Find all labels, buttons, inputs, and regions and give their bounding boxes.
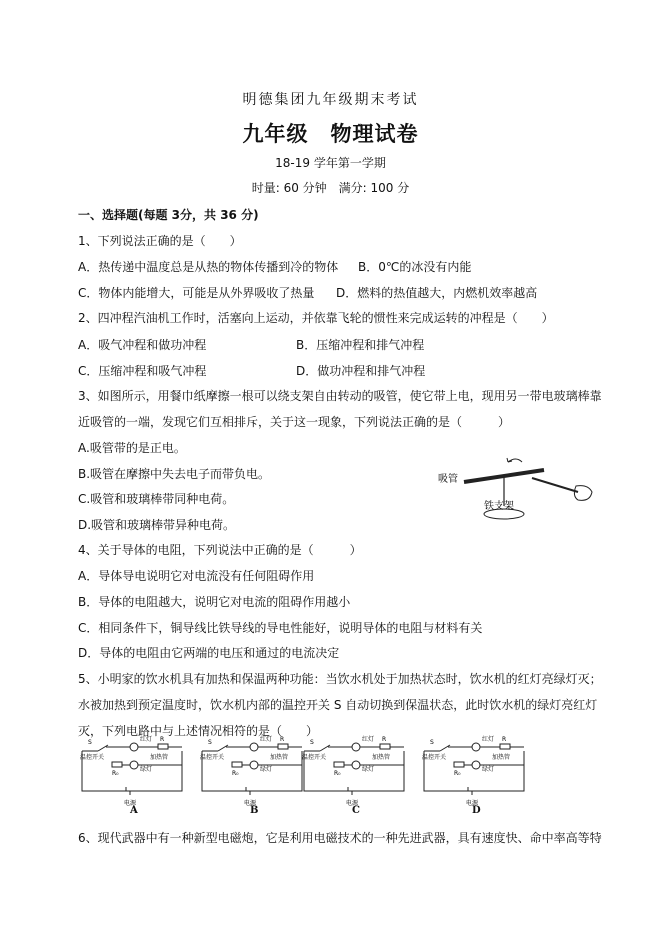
heater-label: 加热管 [372, 754, 391, 761]
resistor-r0-label: R₀ [454, 770, 461, 777]
switch-s-label: S [208, 739, 212, 746]
resistor-r-symbol [158, 744, 168, 749]
q3-option-d: D.吸管和玻璃棒带异种电荷。 [78, 518, 236, 532]
q3-option-a: A.吸管带的是正电。 [78, 441, 186, 455]
switch-label: 温控开关 [422, 754, 447, 761]
school-exam-name: 明德集团九年级期末考试 [242, 92, 419, 108]
q4-option-a: A．导体导电说明它对电流没有任何阻碍作用 [78, 569, 315, 583]
resistor-r-label: R [502, 736, 507, 743]
circuit-diagram-c [300, 731, 410, 811]
resistor-r0-label: R₀ [112, 770, 119, 777]
switch-blade [440, 745, 450, 751]
green-lamp-symbol [130, 761, 138, 769]
q1-option-a: A．热传递中温度总是从热的物体传播到冷的物体 [78, 260, 339, 274]
power-label: 电源 [346, 800, 359, 807]
switch-label: 温控开关 [80, 754, 105, 761]
hand-shape [574, 486, 592, 501]
switch-s-label: S [310, 739, 314, 746]
red-lamp-label: 红灯 [362, 736, 375, 743]
switch-blade [218, 745, 228, 751]
q1-stem: 1、下列说法正确的是（ ） [78, 234, 242, 248]
circuit-diagram-b [198, 731, 308, 811]
q5-stem-line3: 灭，下列电路中与上述情况相符的是（ ） [78, 724, 319, 738]
switch-label: 温控开关 [200, 754, 225, 761]
switch-label: 温控开关 [302, 754, 327, 761]
green-lamp-label: 绿灯 [362, 766, 375, 773]
circuit-letter-c: C [352, 805, 360, 816]
q3-option-c: C.吸管和玻璃棒带同种电荷。 [78, 492, 235, 506]
resistor-r-symbol [278, 744, 288, 749]
switch-s-label: S [430, 739, 434, 746]
circuit-diagram-a [78, 731, 188, 811]
switch-s-label: S [88, 739, 92, 746]
red-lamp-symbol [130, 743, 138, 751]
heater-label: 加热管 [270, 754, 289, 761]
red-lamp-symbol [472, 743, 480, 751]
heater-label: 加热管 [492, 754, 511, 761]
red-lamp-label: 红灯 [260, 736, 273, 743]
straw-label: 吸管 [438, 474, 458, 485]
q4-option-b: B．导体的电阻越大，说明它对电流的阻碍作用越小 [78, 595, 351, 609]
resistor-r0-symbol [112, 762, 122, 767]
resistor-r0-label: R₀ [232, 770, 239, 777]
q3-straw-figure [436, 452, 596, 532]
q2-option-b: B．压缩冲程和排气冲程 [296, 338, 425, 352]
circuit-diagram-d [420, 731, 530, 811]
green-lamp-symbol [250, 761, 258, 769]
resistor-r-label: R [280, 736, 285, 743]
glass-rod [532, 478, 578, 492]
q2-stem: 2、四冲程汽油机工作时，活塞向上运动，并依靠飞轮的惯性来完成运转的冲程是（ ） [78, 311, 554, 325]
red-lamp-symbol [352, 743, 360, 751]
q2-option-a: A．吸气冲程和做功冲程 [78, 338, 207, 352]
q1-option-b: B．0℃的冰没有内能 [358, 260, 472, 274]
resistor-r-label: R [382, 736, 387, 743]
q4-option-d: D．导体的电阻由它两端的电压和通过的电流决定 [78, 646, 340, 660]
q2-option-d: D．做功冲程和排气冲程 [296, 364, 426, 378]
resistor-r-symbol [380, 744, 390, 749]
q2-option-c: C．压缩冲程和吸气冲程 [78, 364, 207, 378]
green-lamp-symbol [352, 761, 360, 769]
q3-stem-line1: 3、如图所示，用餐巾纸摩擦一根可以绕支架自由转动的吸管，使它带上电，现用另一带电玻璃棒靠 [78, 389, 602, 403]
red-lamp-label: 红灯 [482, 736, 495, 743]
q3-option-b: B.吸管在摩擦中失去电子而带负电。 [78, 467, 271, 481]
switch-blade [98, 745, 108, 751]
q6-stem: 6、现代武器中有一种新型电磁炮，它是利用电磁技术的一种先进武器，具有速度快、命中率高等特 [78, 831, 602, 845]
circuit-letter-d: D [472, 805, 481, 816]
q3-stem-line2: 近吸管的一端，发现它们互相排斥，关于这一现象，下列说法正确的是（ ） [78, 415, 511, 429]
green-lamp-label: 绿灯 [260, 766, 273, 773]
q1-option-c: C．物体内能增大，可能是从外界吸收了热量 [78, 286, 315, 300]
red-lamp-label: 红灯 [140, 736, 153, 743]
green-lamp-label: 绿灯 [482, 766, 495, 773]
stand-label: 铁支架 [484, 501, 514, 512]
switch-blade [320, 745, 330, 751]
term-info: 18-19 学年第一学期 [275, 156, 386, 170]
section-heading: 一、选择题(每题 3分，共 36 分) [78, 208, 259, 222]
resistor-r0-symbol [454, 762, 464, 767]
resistor-r0-symbol [334, 762, 344, 767]
circuit-letter-b: B [250, 805, 259, 816]
red-lamp-symbol [250, 743, 258, 751]
page-title: 九年级 物理试卷 [242, 121, 419, 146]
resistor-r-label: R [160, 736, 165, 743]
time-score-info: 时量: 60 分钟 满分: 100 分 [251, 181, 410, 195]
power-label: 电源 [124, 800, 137, 807]
power-label: 电源 [466, 800, 479, 807]
green-lamp-symbol [472, 761, 480, 769]
q1-option-d: D．燃料的热值越大，内燃机效率越高 [336, 286, 538, 300]
green-lamp-label: 绿灯 [140, 766, 153, 773]
q5-stem-line1: 5、小明家的饮水机具有加热和保温两种功能：当饮水机处于加热状态时，饮水机的红灯亮绿灯灭； [78, 672, 602, 686]
q4-option-c: C．相同条件下，铜导线比铁导线的导电性能好，说明导体的电阻与材料有关 [78, 621, 483, 635]
resistor-r0-label: R₀ [334, 770, 341, 777]
resistor-r-symbol [500, 744, 510, 749]
resistor-r0-symbol [232, 762, 242, 767]
q5-stem-line2: 水被加热到预定温度时，饮水机内部的温控开关 S 自动切换到保温状态，此时饮水机的绿灯亮红灯 [78, 698, 598, 712]
circuit-letter-a: A [130, 805, 138, 816]
power-label: 电源 [244, 800, 257, 807]
heater-label: 加热管 [150, 754, 169, 761]
q4-stem: 4、关于导体的电阻，下列说法中正确的是（ ） [78, 543, 362, 557]
